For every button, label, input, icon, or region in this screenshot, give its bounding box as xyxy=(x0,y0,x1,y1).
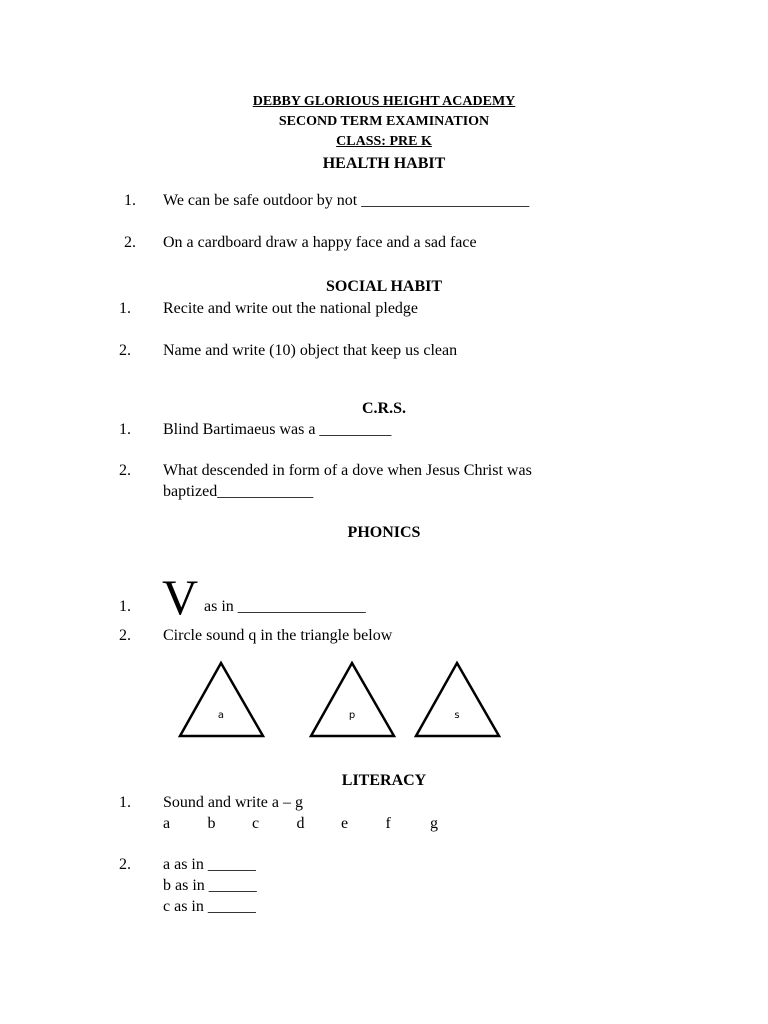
triangle-label: s xyxy=(454,710,460,721)
literacy-q2-line-c: c as in ______ xyxy=(163,898,256,915)
social-q2-text: Name and write (10) object that keep us clean xyxy=(163,342,458,359)
literacy-q1-number: 1. xyxy=(119,794,131,811)
letter-g: g xyxy=(430,815,438,832)
letter-a: a xyxy=(163,815,171,832)
phonics-q2-number: 2. xyxy=(119,627,131,644)
letter-d: d xyxy=(296,815,305,832)
phonics-heading: PHONICS xyxy=(347,524,421,541)
health-q2-number: 2. xyxy=(124,234,136,251)
health-q1-text: We can be safe outdoor by not _____________________ xyxy=(163,192,530,209)
social-q2-number: 2. xyxy=(119,342,131,359)
crs-q2-text-line2: baptized____________ xyxy=(163,483,314,500)
exam-title: SECOND TERM EXAMINATION xyxy=(278,114,490,129)
crs-heading: C.R.S. xyxy=(361,400,406,417)
triangle-shape xyxy=(311,663,394,736)
triangle-a xyxy=(178,660,266,740)
health-q2-text: On a cardboard draw a happy face and a sad face xyxy=(163,234,477,251)
letter-c: c xyxy=(252,815,260,832)
literacy-q2-line-b: b as in ______ xyxy=(163,877,257,894)
letter-b: b xyxy=(207,815,216,832)
phonics-q1-number: 1. xyxy=(119,598,131,615)
literacy-q2-number: 2. xyxy=(119,856,131,873)
phonics-q1-text: as in ________________ xyxy=(204,598,366,615)
triangle-shape xyxy=(180,663,263,736)
social-habit-heading: SOCIAL HABIT xyxy=(325,278,443,295)
crs-q2-text-line1: What descended in form of a dove when Jesus Christ was xyxy=(163,462,532,479)
literacy-q2-line-a: a as in ______ xyxy=(163,856,256,873)
crs-q1-text: Blind Bartimaeus was a _________ xyxy=(163,421,392,438)
phonics-q2-text: Circle sound q in the triangle below xyxy=(163,627,393,644)
phonics-big-letter: V xyxy=(162,569,199,625)
crs-q1-number: 1. xyxy=(119,421,131,438)
literacy-letter-row xyxy=(163,815,475,833)
triangle-label: a xyxy=(217,710,225,721)
crs-q2-number: 2. xyxy=(119,462,131,479)
literacy-heading: LITERACY xyxy=(341,772,427,789)
health-habit-heading: HEALTH HABIT xyxy=(322,155,446,172)
health-q1-number: 1. xyxy=(124,192,136,209)
social-q1-text: Recite and write out the national pledge xyxy=(163,300,419,317)
letter-f: f xyxy=(385,815,391,832)
triangle-shape xyxy=(416,663,499,736)
class-label: CLASS: PRE K xyxy=(336,134,432,149)
social-q1-number: 1. xyxy=(119,300,131,317)
school-name: DEBBY GLORIOUS HEIGHT ACADEMY xyxy=(252,94,516,109)
literacy-q1-text: Sound and write a – g xyxy=(163,794,303,811)
letter-e: e xyxy=(341,815,349,832)
triangle-label: p xyxy=(348,710,356,721)
triangle-p xyxy=(309,660,397,740)
triangle-s xyxy=(414,660,502,740)
